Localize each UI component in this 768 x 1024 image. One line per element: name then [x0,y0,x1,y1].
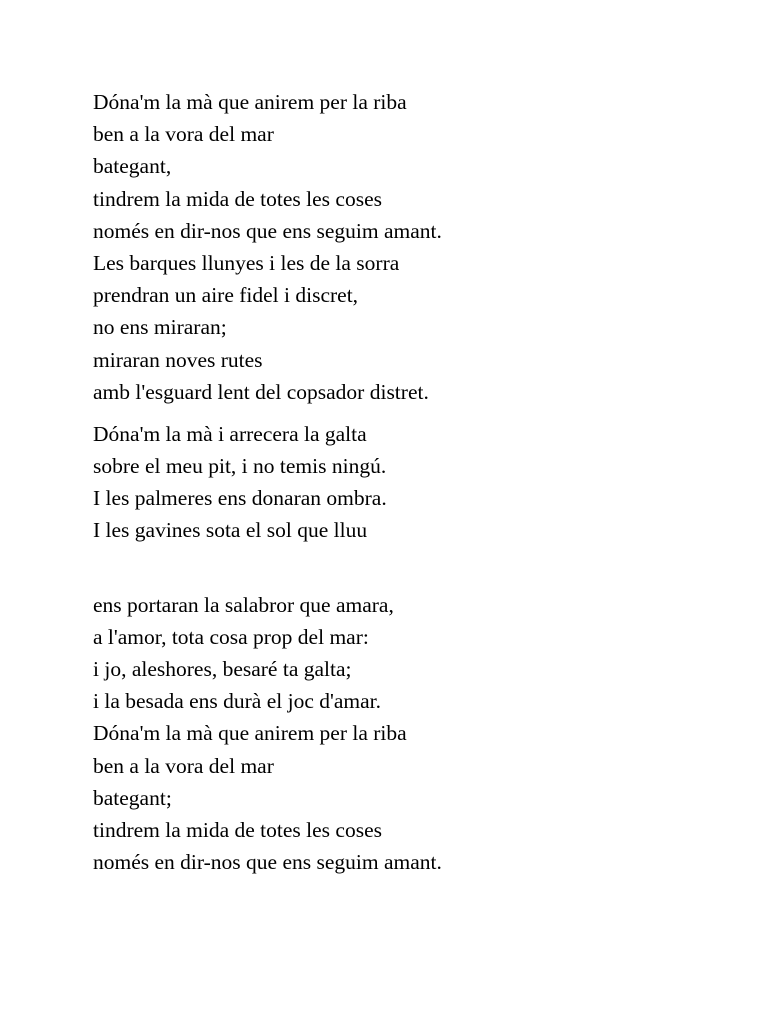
poem-line: només en dir-nos que ens seguim amant. [93,218,442,243]
stanza-3 [93,589,693,879]
stanza-2 [93,418,693,547]
poem-line: I les gavines sota el sol que lluu [93,518,368,543]
poem-line: Dóna'm la mà i arrecera la galta [93,421,367,446]
stanza-1 [93,86,693,408]
poem-line: ben a la vora del mar [93,753,274,778]
poem-line: Dóna'm la mà que anirem per la riba [93,90,407,114]
poem-line: tindrem la mida de totes les coses [93,186,382,211]
poem-line: i la besada ens durà el joc d'amar. [93,689,382,714]
poem-line: no ens miraran; [93,315,227,340]
poem-line: miraran noves rutes [93,347,263,372]
poem-line: Les barques llunyes i les de la sorra [93,250,400,275]
poem-line: i jo, aleshores, besaré ta galta; [93,657,352,681]
poem-line: Dóna'm la mà que anirem per la riba [93,721,407,746]
poem-line: sobre el meu pit, i no temis ningú. [93,454,387,479]
poem-line: bategant; [93,785,172,810]
poem-page [93,86,693,878]
poem-line: amb l'esguard lent del copsador distret. [93,379,429,404]
poem-line: ens portaran la salabror que amara, [93,592,394,617]
poem-line: prendran un aire fidel i discret, [93,283,359,308]
poem-line: ben a la vora del mar [93,122,274,147]
poem-line: tindrem la mida de totes les coses [93,817,382,842]
poem-line: bategant, [93,154,172,179]
poem-line: a l'amor, tota cosa prop del mar: [93,624,369,649]
poem-line: només en dir-nos que ens seguim amant. [93,850,442,875]
poem-line: I les palmeres ens donaran ombra. [93,486,387,511]
